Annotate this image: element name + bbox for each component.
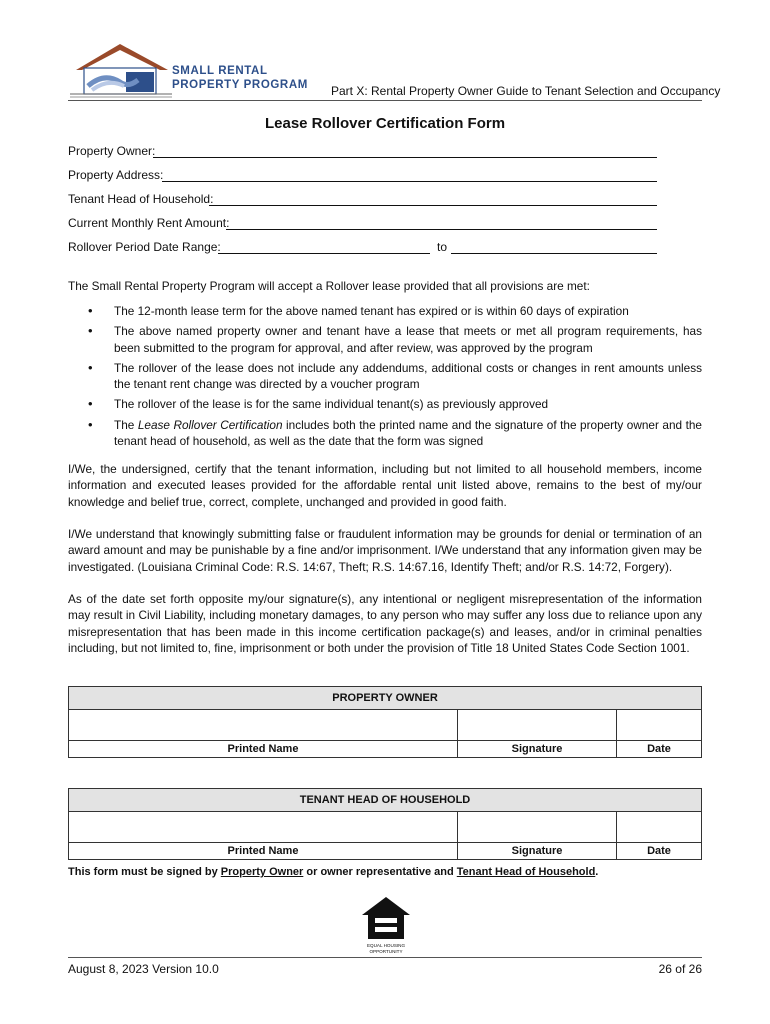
- tenant-printed-name-label: Printed Name: [69, 843, 458, 860]
- tenant-date-cell[interactable]: [617, 812, 702, 843]
- rollover-end-line[interactable]: [451, 253, 657, 254]
- footer-divider: [68, 957, 702, 958]
- note-tenant-head: Tenant Head of Household: [456, 866, 596, 878]
- tenant-signature-table: [68, 788, 702, 860]
- logo-line1: SMALL RENTAL: [172, 65, 268, 77]
- list-item: • The rollover of the lease is for the same individual tenant(s) as previously approved: [88, 396, 702, 412]
- tenant-printed-name-cell[interactable]: [69, 812, 458, 843]
- note-property-owner: Property Owner: [220, 866, 304, 878]
- list-item: • The 12-month lease term for the above named tenant has expired or is within 60 days of expiration: [88, 303, 702, 319]
- tenant-head-label: Tenant Head of Household:: [68, 192, 214, 206]
- liability-paragraph: As of the date set forth opposite my/our signature(s), any intentional or negligent misrepresentation of the information may result in Civil Liability, including monetary damages, to any person who may suffer any loss due to reliance upon any misrepresentation that has been made in this income certification package(s) and leases, and/or in criminal penalties including, but not limited to, fine, imprisonment or both under the provision of Title 18 United States Code Section 1001.: [68, 592, 702, 655]
- intro-text: The Small Rental Property Program will accept a Rollover lease provided that all provisions are met:: [68, 279, 590, 293]
- provisions-list: [88, 303, 702, 453]
- header-divider: [68, 100, 702, 101]
- certification-paragraph: I/We, the undersigned, certify that the tenant information, including but not limited to all household members, income information and executed leases provided for the affordable rental unit listed above, remains to the best of my/our knowledge and belief true, correct, complete, unchanged and provided in good faith.: [68, 462, 702, 509]
- property-owner-line[interactable]: [153, 157, 657, 158]
- note-part2: or owner representative and: [303, 866, 457, 878]
- list-item: • The above named property owner and tenant have a lease that meets or met all program requirements, has been submitted to the program for approval, and after review, was approved by the program: [88, 323, 702, 356]
- property-owner-signature-table: [68, 686, 702, 758]
- rollover-start-line[interactable]: [218, 253, 430, 254]
- owner-printed-name-cell[interactable]: [69, 710, 458, 741]
- rollover-to-label: to: [437, 240, 448, 254]
- b5-italic: Lease Rollover Certification: [137, 417, 283, 432]
- list-item: [88, 417, 702, 450]
- owner-printed-name-label: Printed Name: [69, 741, 458, 758]
- tenant-head-field: [68, 192, 213, 206]
- b5-prefix: The: [114, 417, 138, 432]
- owner-signature-label: Signature: [458, 741, 617, 758]
- owner-date-label: Date: [617, 741, 702, 758]
- owner-table-heading: PROPERTY OWNER: [69, 687, 702, 710]
- fraud-warning-paragraph: I/We understand that knowingly submitting false or fraudulent information may be grounds for denial or termination of an award amount and may be punishable by a fine and/or imprisonment. I/We understand that any information given may be investigated. (Louisiana Criminal Code: R.S. 14:67, Theft; R.S. 14:67.16, Identify Theft; and/or R.S. 14:72, Forgery).: [68, 527, 702, 574]
- b5-suffix: includes both the printed name and the signature of the property owner and the tenant head of household, as well as the date that the form was signed: [114, 417, 702, 449]
- signing-note: [68, 866, 598, 878]
- tenant-signature-cell[interactable]: [458, 812, 617, 843]
- property-owner-field: [68, 144, 155, 158]
- monthly-rent-field: [68, 216, 229, 230]
- footer-page-number: 26 of 26: [658, 962, 702, 976]
- logo-text: [172, 64, 308, 92]
- equal-housing-logo: [360, 895, 412, 955]
- note-part1: This form must be signed by: [68, 866, 221, 878]
- tenant-date-label: Date: [617, 843, 702, 860]
- property-address-line[interactable]: [162, 181, 657, 182]
- property-address-label: Property Address:: [68, 168, 164, 182]
- monthly-rent-label: Current Monthly Rent Amount:: [68, 216, 230, 230]
- owner-date-cell[interactable]: [617, 710, 702, 741]
- footer-version: August 8, 2023 Version 10.0: [68, 962, 219, 976]
- tenant-head-line[interactable]: [209, 205, 657, 206]
- program-logo: [68, 42, 308, 102]
- equal-housing-icon: [360, 895, 412, 955]
- rollover-range-label: Rollover Period Date Range:: [68, 240, 221, 254]
- house-handshake-logo-icon: [68, 42, 178, 100]
- property-owner-label: Property Owner:: [68, 144, 156, 158]
- tenant-signature-label: Signature: [458, 843, 617, 860]
- property-address-field: [68, 168, 163, 182]
- list-item: • The rollover of the lease does not include any addendums, additional costs or changes in rent amounts unless the tenant rent change was directed by a voucher program: [88, 360, 702, 393]
- note-part3: .: [595, 866, 599, 878]
- rollover-range-field: [68, 240, 221, 254]
- owner-signature-cell[interactable]: [458, 710, 617, 741]
- header-title: Part X: Rental Property Owner Guide to Tenant Selection and Occupancy: [331, 84, 721, 98]
- form-title: Lease Rollover Certification Form: [264, 115, 506, 132]
- svg-text:OPPORTUNITY: OPPORTUNITY: [369, 949, 403, 954]
- svg-text:EQUAL HOUSING: EQUAL HOUSING: [366, 943, 406, 948]
- tenant-table-heading: TENANT HEAD OF HOUSEHOLD: [69, 789, 702, 812]
- logo-line2: PROPERTY PROGRAM: [172, 79, 308, 91]
- monthly-rent-line[interactable]: [226, 229, 657, 230]
